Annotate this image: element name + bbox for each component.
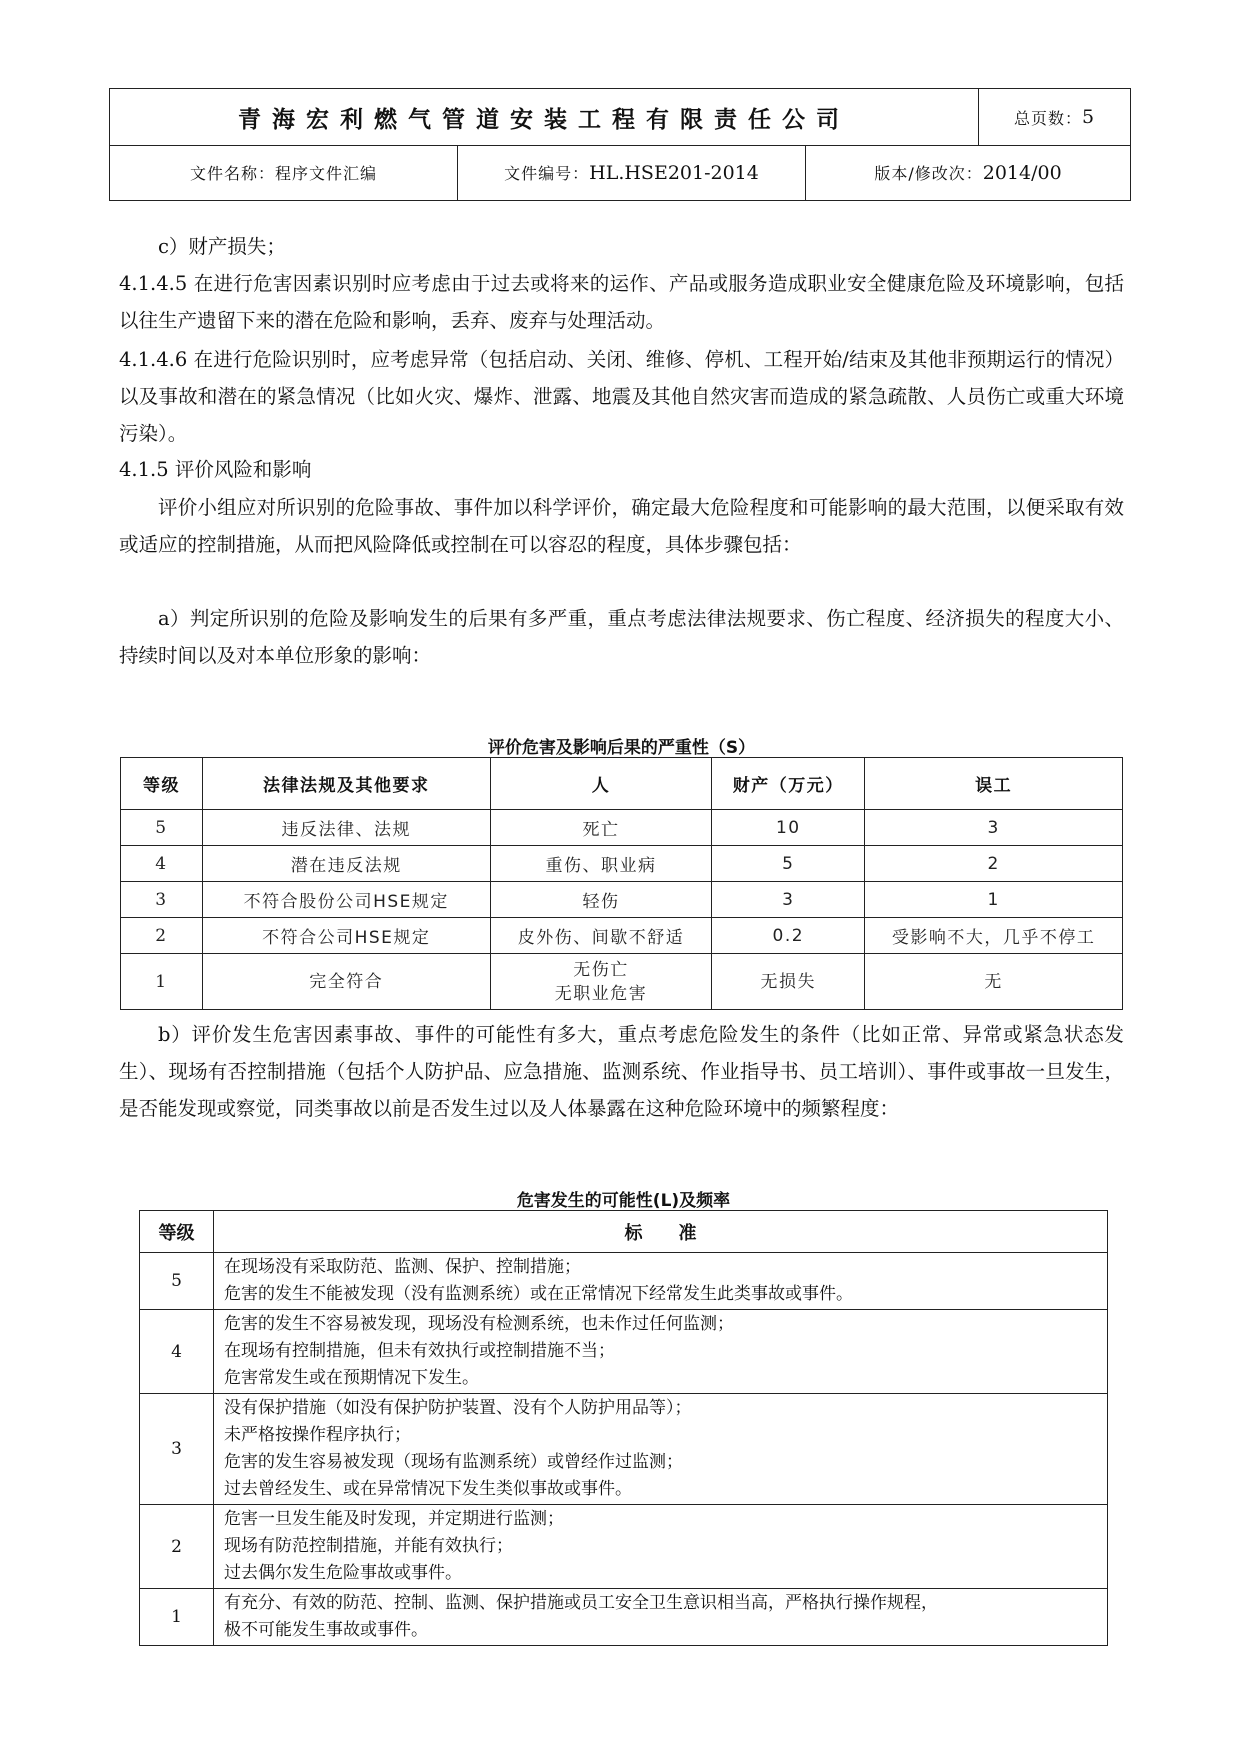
doc-no-value: HL.HSE201-2014	[589, 161, 759, 184]
table-row	[121, 810, 1123, 846]
severity-law: 不符合股份公司HSE规定	[202, 882, 490, 918]
severity-law: 完全符合	[202, 954, 490, 1010]
header-row-bottom	[110, 145, 1130, 200]
version-label: 版本/修改次：	[874, 164, 983, 183]
criteria-line: 现场有防范控制措施，并能有效执行；	[224, 1536, 513, 1556]
criteria-line: 危害一旦发生能及时发现，并定期进行监测；	[224, 1509, 564, 1529]
criteria-line: 过去偶尔发生危险事故或事件。	[224, 1563, 462, 1583]
doc-name-label: 文件名称：	[189, 164, 275, 183]
severity-person: 皮外伤、间歇不舒适	[490, 918, 712, 954]
severity-grade: 3	[121, 882, 203, 918]
likelihood-grade: 4	[140, 1310, 214, 1394]
criteria-line: 在现场没有采取防范、监测、保护、控制措施；	[224, 1257, 581, 1277]
severity-downtime: 3	[865, 810, 1123, 846]
criteria-line: 未严格按操作程序执行；	[224, 1425, 411, 1445]
total-pages	[978, 89, 1130, 145]
paragraph-step-b: b）评价发生危害因素事故、事件的可能性有多大，重点考虑危险发生的条件（比如正常、异常或紧急状态发生）、现场有否控制措施（包括个人防护品、应急措施、监测系统、作业指导书、员工培训）、事件或事故一旦发生，是否能发现或察觉，同类事故以前是否发生过以及人体暴露在这种危险环境中的频繁程度：	[119, 1023, 1124, 1120]
likelihood-header-cell: 标 准	[214, 1211, 1108, 1253]
heading-4-1-5: 4.1.5 评价风险和影响	[119, 458, 312, 481]
table-row	[121, 918, 1123, 954]
likelihood-grade: 5	[140, 1253, 214, 1310]
severity-property: 5	[712, 846, 865, 882]
version-cell	[806, 145, 1130, 200]
severity-property: 无损失	[712, 954, 865, 1010]
document-header	[109, 88, 1131, 201]
criteria-line: 危害的发生不能被发现（没有监测系统）或在正常情况下经常发生此类事故或事件。	[224, 1284, 853, 1304]
table-row	[140, 1253, 1108, 1310]
severity-header-cell: 法律法规及其他要求	[202, 758, 490, 810]
doc-no-label: 文件编号：	[504, 164, 590, 183]
paragraph-4-1-4-6: 4.1.4.6 在进行危险识别时，应考虑异常（包括启动、关闭、维修、停机、工程开始/结束及其他非预期运行的情况）以及事故和潜在的紧急情况（比如火灾、爆炸、泄露、地震及其他自然灾害而造成的紧急疏散、人员伤亡或重大环境污染）。	[119, 348, 1124, 445]
paragraph-4-1-4-5: 4.1.4.5 在进行危害因素识别时应考虑由于过去或将来的运作、产品或服务造成职业安全健康危险及环境影响，包括以往生产遗留下来的潜在危险和影响，丢弃、废弃与处理活动。	[119, 272, 1124, 332]
severity-header-cell: 等级	[121, 758, 203, 810]
paragraph-property-loss: c）财产损失；	[158, 235, 286, 258]
paragraph-evaluation: 评价小组应对所识别的危险事故、事件加以科学评价，确定最大危险程度和可能影响的最大范围，以便采取有效或适应的控制措施，从而把风险降低或控制在可以容忍的程度，具体步骤包括：	[119, 496, 1124, 556]
severity-downtime: 受影响不大，几乎不停工	[865, 918, 1123, 954]
likelihood-criteria	[214, 1589, 1108, 1646]
severity-header-row	[121, 758, 1123, 810]
version-value: 2014/00	[982, 161, 1062, 184]
table-row	[140, 1505, 1108, 1589]
severity-table-caption: 评价危害及影响后果的严重性（S）	[487, 738, 756, 758]
doc-no-cell	[458, 145, 806, 200]
severity-downtime: 1	[865, 882, 1123, 918]
severity-table	[120, 757, 1123, 1010]
severity-person-line: 无职业危害	[554, 983, 648, 1004]
table-row	[140, 1589, 1108, 1646]
paragraph-step-a: a）判定所识别的危险及影响发生的后果有多严重，重点考虑法律法规要求、伤亡程度、经济损失的程度大小、持续时间以及对本单位形象的影响：	[119, 607, 1124, 667]
criteria-line: 极不可能发生事故或事件。	[224, 1620, 428, 1640]
table-row	[121, 846, 1123, 882]
severity-law: 潜在违反法规	[202, 846, 490, 882]
severity-grade: 1	[121, 954, 203, 1010]
severity-property: 10	[712, 810, 865, 846]
severity-downtime: 无	[865, 954, 1123, 1010]
likelihood-grade: 2	[140, 1505, 214, 1589]
criteria-line: 危害常发生或在预期情况下发生。	[224, 1368, 479, 1388]
likelihood-criteria	[214, 1394, 1108, 1505]
table-row	[140, 1310, 1108, 1394]
likelihood-table	[139, 1210, 1108, 1646]
likelihood-header-cell: 等级	[140, 1211, 214, 1253]
severity-grade: 2	[121, 918, 203, 954]
criteria-line: 有充分、有效的防范、控制、监测、保护措施或员工安全卫生意识相当高，严格执行操作规程，	[224, 1593, 938, 1613]
severity-property: 0.2	[712, 918, 865, 954]
severity-header-cell: 误工	[865, 758, 1123, 810]
likelihood-table-caption: 危害发生的可能性(L)及频率	[516, 1191, 731, 1211]
company-name: 青海宏利燃气管道安装工程有限责任公司	[110, 89, 979, 145]
severity-law: 违反法律、法规	[202, 810, 490, 846]
likelihood-criteria	[214, 1253, 1108, 1310]
likelihood-criteria	[214, 1310, 1108, 1394]
criteria-line: 危害的发生不容易被发现，现场没有检测系统，也未作过任何监测；	[224, 1314, 734, 1334]
likelihood-grade: 3	[140, 1394, 214, 1505]
likelihood-header-row	[140, 1211, 1108, 1253]
severity-person: 轻伤	[490, 882, 712, 918]
severity-person: 死亡	[490, 810, 712, 846]
likelihood-grade: 1	[140, 1589, 214, 1646]
severity-header-cell: 人	[490, 758, 712, 810]
severity-person	[490, 954, 712, 1010]
table-row	[121, 882, 1123, 918]
total-pages-label: 总页数：	[1013, 108, 1082, 128]
criteria-line: 危害的发生容易被发现（现场有监测系统）或曾经作过监测；	[224, 1452, 683, 1472]
table-row	[140, 1394, 1108, 1505]
criteria-line: 过去曾经发生、或在异常情况下发生类似事故或事件。	[224, 1479, 632, 1499]
severity-grade: 4	[121, 846, 203, 882]
severity-person: 重伤、职业病	[490, 846, 712, 882]
severity-property: 3	[712, 882, 865, 918]
doc-name-value: 程序文件汇编	[275, 164, 378, 183]
severity-header-cell: 财产（万元）	[712, 758, 865, 810]
table-row	[121, 954, 1123, 1010]
criteria-line: 没有保护措施（如没有保护防护装置、没有个人防护用品等）；	[224, 1398, 692, 1418]
severity-grade: 5	[121, 810, 203, 846]
header-row-top	[110, 89, 1130, 146]
severity-downtime: 2	[865, 846, 1123, 882]
severity-law: 不符合公司HSE规定	[202, 918, 490, 954]
doc-name-cell	[110, 145, 458, 200]
severity-person-line: 无伤亡	[573, 959, 629, 980]
total-pages-value: 5	[1081, 106, 1095, 128]
criteria-line: 在现场有控制措施，但未有效执行或控制措施不当；	[224, 1341, 615, 1361]
likelihood-criteria	[214, 1505, 1108, 1589]
